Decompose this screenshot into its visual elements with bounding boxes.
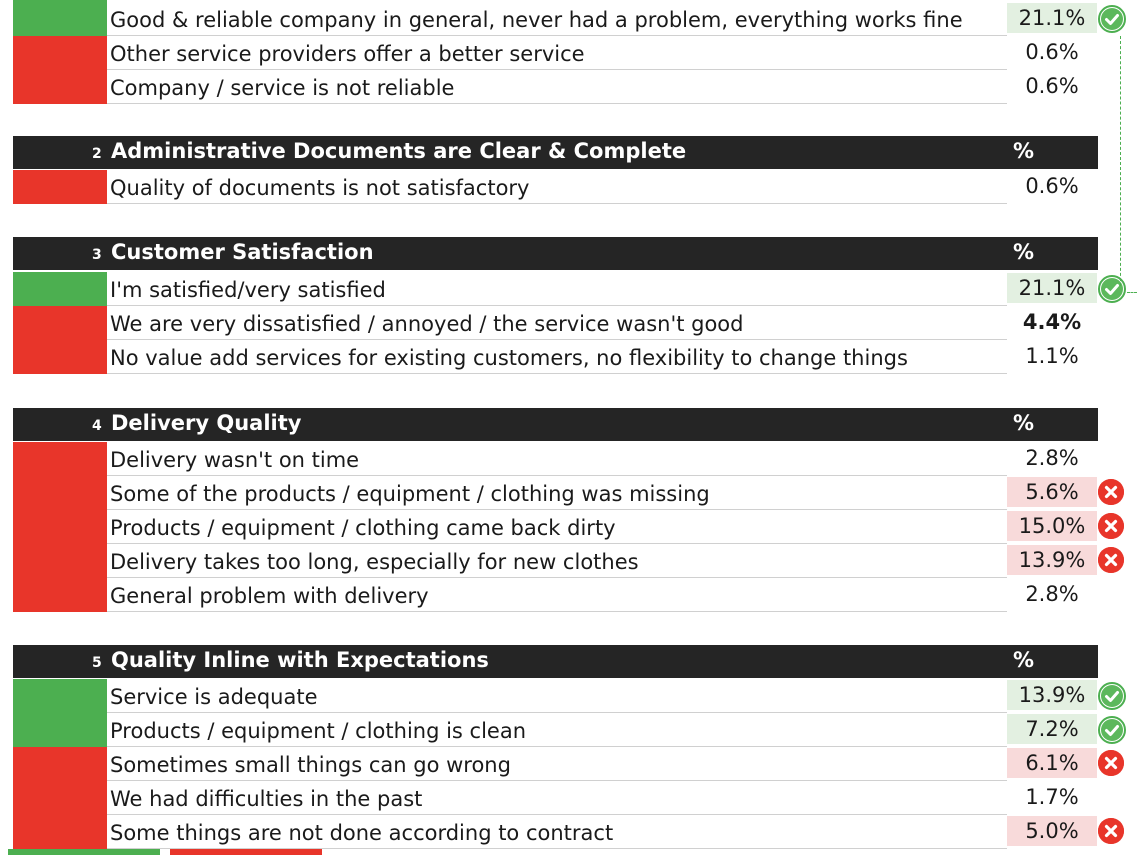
section-header — [13, 237, 1098, 270]
negative-band — [13, 170, 107, 204]
row-value: 0.6% — [1025, 174, 1079, 198]
negative-band — [13, 442, 107, 612]
row-divider — [107, 611, 1007, 612]
section-header — [13, 408, 1098, 441]
row-label: Some of the products / equipment / clothing was missing — [110, 482, 710, 506]
table-row — [107, 272, 1098, 306]
cross-icon — [1098, 479, 1124, 505]
row-value: 7.2% — [1007, 714, 1097, 744]
section-header — [13, 136, 1098, 169]
row-label: Good & reliable company in general, never had a problem, everything works fine — [110, 8, 963, 32]
row-label: General problem with delivery — [110, 584, 429, 608]
percent-header: % — [1013, 240, 1035, 264]
row-value: 4.4% — [1022, 310, 1082, 334]
row-label: No value add services for existing customers, no flexibility to change things — [110, 346, 908, 370]
table-row — [107, 544, 1098, 578]
percent-header: % — [1013, 139, 1035, 163]
table-row — [107, 36, 1098, 70]
row-label: Products / equipment / clothing came back dirty — [110, 516, 616, 540]
table-row — [107, 170, 1098, 204]
cross-icon — [1098, 547, 1124, 573]
cross-icon — [1098, 750, 1124, 776]
check-icon — [1098, 716, 1126, 744]
row-value: 2.8% — [1025, 446, 1079, 470]
legend-negative-bar — [170, 849, 322, 855]
table-row — [107, 306, 1098, 340]
section-title: Delivery Quality — [111, 411, 302, 435]
table-row — [107, 815, 1098, 849]
row-label: Other service providers offer a better service — [110, 42, 585, 66]
table-row — [107, 578, 1098, 612]
section-title: Administrative Documents are Clear & Complete — [111, 139, 687, 163]
table-row — [107, 340, 1098, 374]
connector-tick — [1127, 292, 1137, 293]
legend-positive-bar — [8, 849, 160, 855]
connector-line — [1120, 36, 1121, 286]
row-label: Some things are not done according to contract — [110, 821, 614, 845]
negative-band — [13, 306, 107, 374]
section-number: 5 — [92, 655, 102, 671]
table-row — [107, 442, 1098, 476]
negative-band — [13, 747, 107, 849]
row-value: 6.1% — [1007, 748, 1097, 778]
table-row — [107, 2, 1098, 36]
row-divider — [107, 103, 1007, 104]
table-row — [107, 781, 1098, 815]
row-label: Company / service is not reliable — [110, 76, 455, 100]
row-value: 0.6% — [1025, 40, 1079, 64]
row-label: Quality of documents is not satisfactory — [110, 176, 530, 200]
row-value: 21.1% — [1007, 273, 1097, 303]
positive-band — [13, 679, 107, 747]
row-divider — [107, 373, 1007, 374]
check-icon — [1098, 682, 1126, 710]
row-value: 15.0% — [1007, 511, 1097, 541]
table-row — [107, 70, 1098, 104]
row-label: We are very dissatisfied / annoyed / the service wasn't good — [110, 312, 744, 336]
cross-icon — [1098, 513, 1124, 539]
row-value: 0.6% — [1025, 74, 1079, 98]
row-label: I'm satisfied/very satisfied — [110, 278, 386, 302]
row-value: 2.8% — [1025, 582, 1079, 606]
check-icon — [1098, 275, 1126, 303]
row-label: Service is adequate — [110, 685, 318, 709]
table-row — [107, 476, 1098, 510]
section-title: Quality Inline with Expectations — [111, 648, 489, 672]
row-value: 13.9% — [1007, 680, 1097, 710]
percent-header: % — [1013, 648, 1035, 672]
table-row — [107, 747, 1098, 781]
section-number: 4 — [92, 418, 102, 434]
row-label: Delivery wasn't on time — [110, 448, 360, 472]
row-label: Sometimes small things can go wrong — [110, 753, 511, 777]
row-value: 1.7% — [1025, 785, 1079, 809]
table-row — [107, 679, 1098, 713]
section-title: Customer Satisfaction — [111, 240, 374, 264]
row-value: 5.0% — [1007, 816, 1097, 846]
row-label: We had difficulties in the past — [110, 787, 423, 811]
row-divider — [107, 203, 1007, 204]
check-icon — [1098, 5, 1126, 33]
section-number: 2 — [92, 146, 102, 162]
row-label: Delivery takes too long, especially for new clothes — [110, 550, 639, 574]
row-value: 1.1% — [1025, 344, 1079, 368]
section-number: 3 — [92, 247, 102, 263]
section-header — [13, 645, 1098, 678]
positive-band — [13, 0, 107, 36]
row-value: 5.6% — [1007, 477, 1097, 507]
table-row — [107, 713, 1098, 747]
cross-icon — [1098, 818, 1124, 844]
negative-band — [13, 36, 107, 104]
table-row — [107, 510, 1098, 544]
row-value: 21.1% — [1007, 3, 1097, 33]
row-value: 13.9% — [1007, 545, 1097, 575]
positive-band — [13, 272, 107, 306]
percent-header: % — [1013, 411, 1035, 435]
row-label: Products / equipment / clothing is clean — [110, 719, 527, 743]
